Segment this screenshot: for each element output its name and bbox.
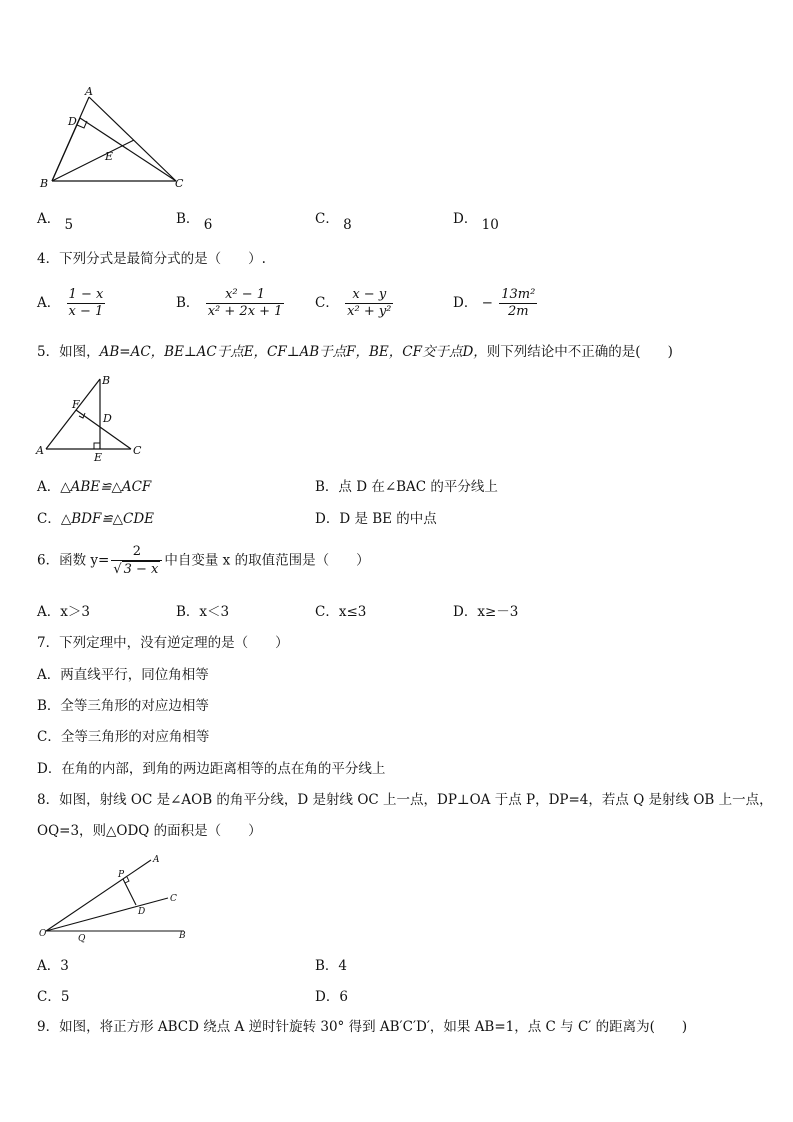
fig8-label-c: C bbox=[170, 894, 177, 904]
q5-option-a-label: A． bbox=[37, 479, 61, 495]
q8-option-c-label: C． bbox=[37, 989, 61, 1005]
q6-option-b-value: x＜3 bbox=[199, 604, 230, 620]
q3-option-a-label: A． bbox=[37, 211, 61, 227]
q8-option-c-value: 5 bbox=[60, 989, 70, 1005]
fig8-label-a: A bbox=[153, 855, 160, 865]
fig5-label-c: C bbox=[133, 444, 142, 457]
q6-option-a[interactable] bbox=[37, 603, 90, 621]
q4-option-b-denominator: x² + 2x + 1 bbox=[207, 304, 283, 319]
q6-option-d-label: D． bbox=[453, 604, 478, 620]
q8-option-a[interactable] bbox=[37, 957, 69, 975]
q6-option-a-label: A． bbox=[37, 604, 61, 620]
q6-fraction-numerator: 2 bbox=[132, 544, 141, 559]
q4-option-d-fraction bbox=[499, 287, 537, 320]
q4-option-c[interactable] bbox=[315, 287, 395, 320]
q5-stem-prefix: 5．如图， bbox=[37, 344, 100, 360]
q6-radicand: 3 − x bbox=[123, 562, 159, 577]
q4-option-d[interactable] bbox=[453, 287, 539, 320]
q5-option-b-label: B． bbox=[315, 479, 339, 495]
fig8-label-p: P bbox=[118, 870, 125, 880]
q8-option-b-value: 4 bbox=[338, 958, 348, 974]
q8-option-d-label: D． bbox=[315, 989, 340, 1005]
q5-stem bbox=[37, 343, 673, 361]
q4-option-b[interactable] bbox=[176, 287, 286, 320]
q8-option-d-value: 6 bbox=[339, 989, 348, 1005]
q8-option-b-label: B． bbox=[315, 958, 339, 974]
q5-option-a-text: △ABE≌△ACF bbox=[60, 479, 152, 495]
q4-option-a[interactable] bbox=[37, 287, 107, 320]
q5-option-d-text: D 是 BE 的中点 bbox=[339, 511, 437, 527]
q4-option-c-label: C． bbox=[315, 295, 339, 311]
figure-q8-angle bbox=[36, 850, 196, 945]
q6-stem-prefix: 6．函数 y= bbox=[37, 552, 110, 569]
q7-option-a[interactable]: A．两直线平行，同位角相等 bbox=[37, 667, 209, 683]
q6-option-c-value: x≤3 bbox=[338, 604, 367, 620]
q4-option-a-denominator: x − 1 bbox=[68, 304, 104, 319]
q4-option-a-fraction bbox=[67, 287, 106, 320]
q6-stem-suffix: 中自变量 x 的取值范围是（ ） bbox=[164, 552, 370, 569]
fig5-label-f: F bbox=[72, 398, 80, 411]
q6-option-c[interactable] bbox=[315, 603, 366, 621]
figure-q3-triangle bbox=[30, 85, 200, 195]
q5-option-c-label: C． bbox=[37, 511, 61, 527]
q5-option-b[interactable] bbox=[315, 478, 498, 496]
q3-option-d-value: 10 bbox=[481, 217, 499, 233]
q5-option-c-text: △BDF≌△CDE bbox=[60, 511, 155, 527]
q3-option-d-label: D． bbox=[453, 211, 478, 227]
q4-option-b-numerator: x² − 1 bbox=[225, 287, 266, 302]
q4-option-d-label: D． bbox=[453, 295, 478, 311]
fig8-label-o: O bbox=[39, 929, 47, 939]
fig5-label-a: A bbox=[36, 444, 44, 457]
q3-option-b-value: 6 bbox=[203, 217, 213, 233]
q6-option-b[interactable] bbox=[176, 603, 229, 621]
q8-option-d[interactable] bbox=[315, 988, 348, 1006]
q4-option-d-sign: − bbox=[481, 295, 493, 311]
fig5-label-d: D bbox=[103, 412, 112, 425]
q6-fraction bbox=[111, 544, 162, 578]
fig8-label-d: D bbox=[138, 907, 146, 917]
q6-option-d[interactable] bbox=[453, 603, 518, 621]
q5-option-d-label: D． bbox=[315, 511, 340, 527]
q8-option-a-value: 3 bbox=[60, 958, 69, 974]
q4-option-a-numerator: 1 − x bbox=[68, 287, 104, 302]
q5-option-d[interactable] bbox=[315, 510, 437, 528]
q4-stem: 4．下列分式是最简分式的是（ ）. bbox=[37, 251, 266, 267]
q3-option-c-label: C． bbox=[315, 211, 339, 227]
q3-option-c[interactable] bbox=[315, 210, 352, 233]
q6-option-d-value: x≥－3 bbox=[477, 604, 519, 620]
fig8-label-q: Q bbox=[78, 934, 86, 944]
fig3-label-c: C bbox=[175, 177, 184, 190]
q6-option-b-label: B． bbox=[176, 604, 200, 620]
q4-option-a-label: A． bbox=[37, 295, 61, 311]
q4-option-d-denominator: 2m bbox=[499, 303, 537, 320]
q7-option-d[interactable]: D．在角的内部，到角的两边距离相等的点在角的平分线上 bbox=[37, 761, 386, 777]
q3-option-a-value: 5 bbox=[64, 217, 74, 233]
q3-option-a[interactable] bbox=[37, 210, 74, 233]
q8-stem-line1: 8．如图，射线 OC 是∠AOB 的角平分线，D 是射线 OC 上一点，DP⊥OA 于点 P，DP=4，若点 Q 是射线 OB 上一点， bbox=[37, 792, 773, 808]
q3-option-b[interactable] bbox=[176, 210, 213, 233]
q5-option-a[interactable] bbox=[37, 478, 151, 496]
q8-stem-line2: OQ=3，则△ODQ 的面积是（ ） bbox=[37, 823, 262, 839]
fig3-label-e: E bbox=[105, 150, 114, 163]
fig3-label-b: B bbox=[40, 177, 49, 190]
q4-option-c-fraction bbox=[345, 287, 393, 320]
fig5-label-b: B bbox=[102, 374, 111, 387]
q8-option-c[interactable] bbox=[37, 988, 69, 1006]
q4-option-b-label: B． bbox=[176, 295, 200, 311]
q4-option-c-denominator: x² + y² bbox=[347, 304, 392, 319]
q5-option-b-text: 点 D 在∠BAC 的平分线上 bbox=[338, 479, 498, 495]
q5-option-c[interactable] bbox=[37, 510, 154, 528]
q3-option-b-label: B． bbox=[176, 211, 200, 227]
fig5-label-e: E bbox=[94, 451, 103, 464]
q8-option-a-label: A． bbox=[37, 958, 61, 974]
q7-stem: 7．下列定理中，没有逆定理的是（ ） bbox=[37, 635, 289, 651]
fig3-label-d: D bbox=[68, 115, 77, 128]
q7-option-c[interactable]: C．全等三角形的对应角相等 bbox=[37, 729, 210, 745]
fig8-label-b: B bbox=[179, 931, 186, 941]
q4-option-c-numerator: x − y bbox=[352, 287, 387, 302]
q9-stem: 9．如图，将正方形 ABCD 绕点 A 逆时针旋转 30° 得到 AB′C′D′，如果 AB=1，点 C 与 C′ 的距离为( ) bbox=[37, 1019, 688, 1035]
figure-q5-triangle bbox=[30, 372, 160, 464]
q6-option-c-label: C． bbox=[315, 604, 339, 620]
q4-option-b-fraction bbox=[206, 287, 285, 320]
q6-stem bbox=[37, 544, 370, 578]
q5-stem-suffix: 则下列结论中不正确的是( ) bbox=[486, 344, 673, 360]
q3-option-d[interactable] bbox=[453, 210, 499, 233]
q3-option-c-value: 8 bbox=[343, 217, 352, 233]
q6-option-a-value: x＞3 bbox=[60, 604, 90, 620]
q5-stem-math: AB=AC，BE⊥AC于点E，CF⊥AB于点F，BE，CF交于点D， bbox=[99, 344, 487, 360]
q7-option-b[interactable]: B．全等三角形的对应边相等 bbox=[37, 698, 209, 714]
q6-fraction-denominator: √ 3 − x bbox=[111, 560, 162, 578]
fig3-label-a: A bbox=[85, 85, 93, 98]
q4-option-d-numerator: 13m² bbox=[501, 287, 536, 302]
q8-option-b[interactable] bbox=[315, 957, 347, 975]
